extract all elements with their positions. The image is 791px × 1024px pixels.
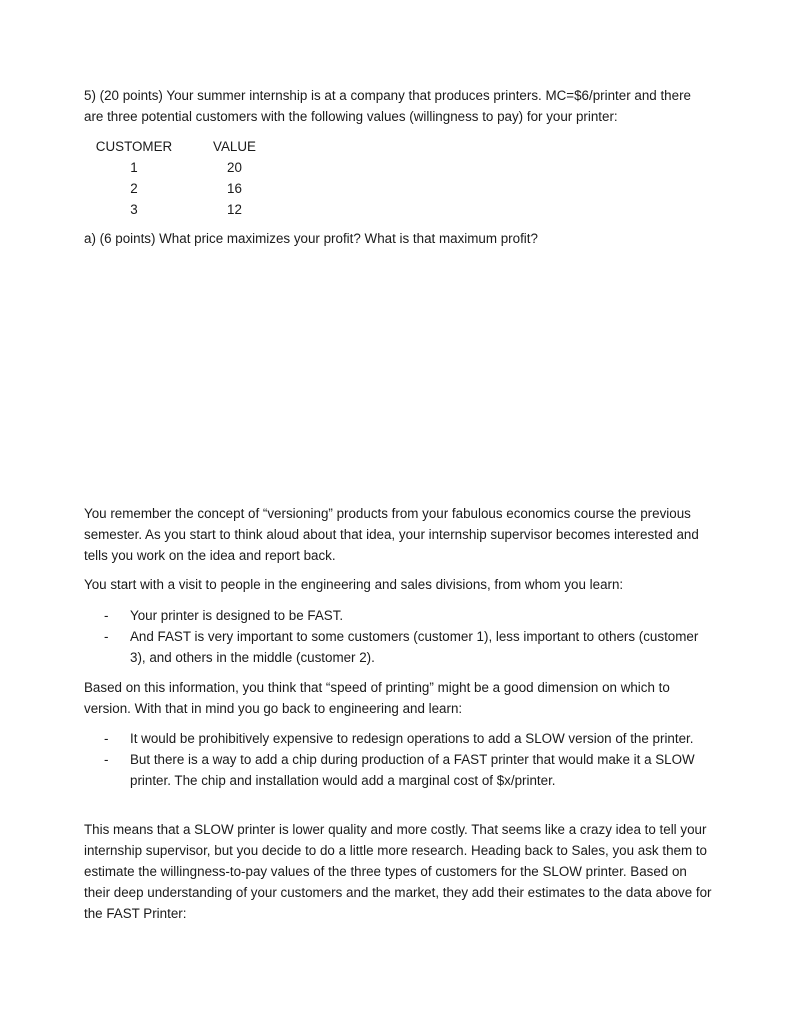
slow-printer-paragraph: This means that a SLOW printer is lower quality and more costly. That seems like a crazy idea to tell your internship supervisor, but you decide to do a little more research. Heading back to Sales, you ask them to estimate the willingness-to-pay values of the three types of customers for the SLOW printer. Based on their deep understanding of your customers and the market, they add their estimates to the data above for the FAST Printer: — [84, 822, 712, 921]
list-item — [84, 626, 714, 668]
based-on-paragraph: Based on this information, you think that “speed of printing” might be a good dimension on which to version. With that in mind you go back to engineering and learn: — [84, 680, 670, 716]
table-row — [84, 157, 281, 178]
list-item-text: It would be prohibitively expensive to redesign operations to add a SLOW version of the printer. — [130, 731, 694, 746]
list-item — [84, 728, 714, 749]
list-item-text: Your printer is designed to be FAST. — [130, 608, 344, 623]
engineering-findings-list — [84, 605, 714, 668]
part-a-question: a) (6 points) What price maximizes your profit? What is that maximum profit? — [84, 231, 538, 246]
customer-cell: 3 — [130, 202, 138, 217]
header-value: VALUE — [213, 139, 256, 154]
question-intro: 5) (20 points) Your summer internship is at a company that produces printers. MC=$6/printer and there are three potential customers with the following values (willingness to pay) for your printer: — [84, 88, 691, 124]
visit-paragraph: You start with a visit to people in the engineering and sales divisions, from whom you learn: — [84, 577, 624, 592]
bullet-dash: - — [104, 752, 109, 767]
table-header-row — [84, 136, 281, 157]
bullet-dash: - — [104, 629, 109, 644]
list-item — [84, 605, 714, 626]
table-row — [84, 178, 281, 199]
list-item-text: And FAST is very important to some customers (customer 1), less important to others (customer 3), and others in the middle (customer 2). — [130, 629, 699, 665]
header-customer: CUSTOMER — [95, 139, 173, 154]
production-findings-list — [84, 728, 714, 791]
table-row — [84, 199, 281, 220]
list-item-text: But there is a way to add a chip during production of a FAST printer that would make it a SLOW printer. The chip and installation would add a marginal cost of $x/printer. — [130, 752, 695, 788]
bullet-dash: - — [104, 608, 109, 623]
bullet-dash: - — [104, 731, 109, 746]
value-cell: 12 — [227, 202, 242, 217]
customer-cell: 1 — [130, 160, 138, 175]
value-cell: 20 — [227, 160, 242, 175]
customer-value-table — [84, 136, 281, 220]
value-cell: 16 — [227, 181, 242, 196]
list-item — [84, 749, 714, 791]
customer-cell: 2 — [130, 181, 138, 196]
versioning-paragraph: You remember the concept of “versioning” products from your fabulous economics course the previous semester. As you start to think aloud about that idea, your internship supervisor becomes interested and tells you work on the idea and report back. — [84, 506, 699, 563]
